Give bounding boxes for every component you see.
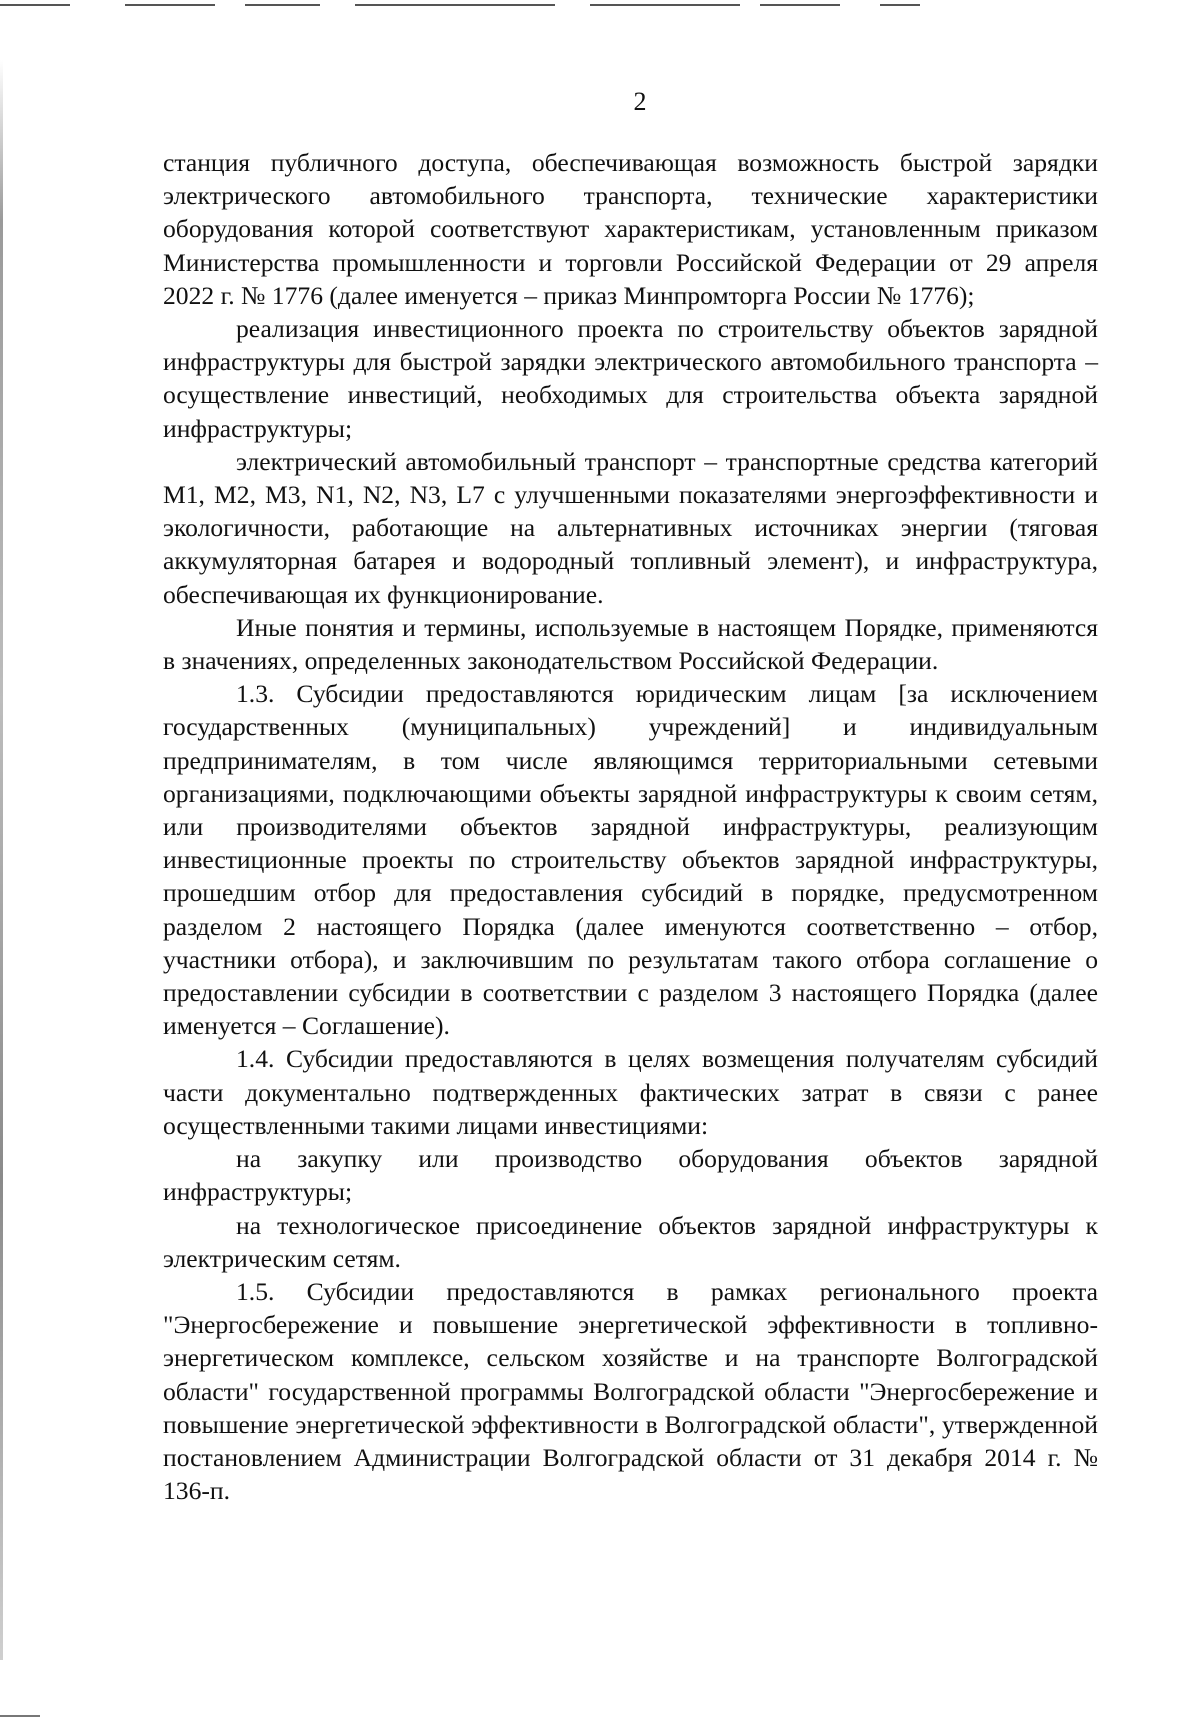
paragraph-purchase: на закупку или производство оборудования объектов зарядной инфраструктуры;	[163, 1144, 1098, 1207]
scan-left-edge	[0, 60, 3, 1660]
paragraph-definition-transport: электрический автомобильный транспорт – транспортные средства категорий M1, M2, M3, N1, N2, N3, L7 с улучшенными показателями энергоэффективности и экологичности, работающие на альтернативных источниках энергии (тяговая аккумуляторная батарея и водородный топливный элемент), и инфраструктура, обеспечивающая их функционирование.	[163, 446, 1098, 609]
document-body	[163, 146, 1098, 1507]
paragraph-1-4: 1.4. Субсидии предоставляются в целях возмещения получателям субсидий части документально подтвержденных фактических затрат в связи с ранее осуществленными такими лицами инвестициями:	[163, 1044, 1098, 1140]
paragraph-connection: на технологическое присоединение объектов зарядной инфраструктуры к электрическим сетям.	[163, 1210, 1098, 1273]
paragraph-definition-project: реализация инвестиционного проекта по строительству объектов зарядной инфраструктуры для быстрой зарядки электрического автомобильного транспорта – осуществление инвестиций, необходимых для строительства объекта зарядной инфраструктуры;	[163, 314, 1098, 443]
paragraph-definition-station: станция публичного доступа, обеспечивающая возможность быстрой зарядки электрического автомобильного транспорта, технические характеристики оборудования которой соответствуют характеристикам, установленным приказом Министерства промышленности и торговли Российской Федерации от 29 апреля 2022 г. № 1776 (далее именуется – приказ Минпромторга России № 1776);	[163, 148, 1098, 310]
paragraph-1-5: 1.5. Субсидии предоставляются в рамках регионального проекта "Энергосбережение и повышение энергетической эффективности в топливно-энергетическом комплексе, сельском хозяйстве и на транспорте Волгоградской области" государственной программы Волгоградской области "Энергосбережение и повышение энергетической эффективности в Волгоградской области", утвержденной постановлением Администрации Волгоградской области от 31 декабря 2014 г. № 136-п.	[163, 1276, 1098, 1506]
paragraph-other-terms: Иные понятия и термины, используемые в настоящем Порядке, применяются в значениях, определенных законодательством Российской Федерации.	[163, 612, 1098, 676]
page-number: 2	[633, 87, 647, 116]
scan-top-edge	[0, 4, 1200, 7]
scan-bottom-edge	[0, 1715, 40, 1717]
paragraph-1-3: 1.3. Субсидии предоставляются юридическим лицам [за исключением государственных (муниципальных) учреждений] и индивидуальным предпринимателям, в том числе являющимся территориальными сетевыми организациями, подключающими объекты зарядной инфраструктуры к своим сетям, или производителями объектов зарядной инфраструктуры, реализующим инвестиционные проекты по строительству объектов зарядной инфраструктуры, прошедшим отбор для предоставления субсидий в порядке, предусмотренном разделом 2 настоящего Порядка (далее именуются соответственно – отбор, участники отбора), и заключившим по результатам такого отбора соглашение о предоставлении субсидии в соответствии с разделом 3 настоящего Порядка (далее именуется – Соглашение).	[163, 679, 1098, 1041]
